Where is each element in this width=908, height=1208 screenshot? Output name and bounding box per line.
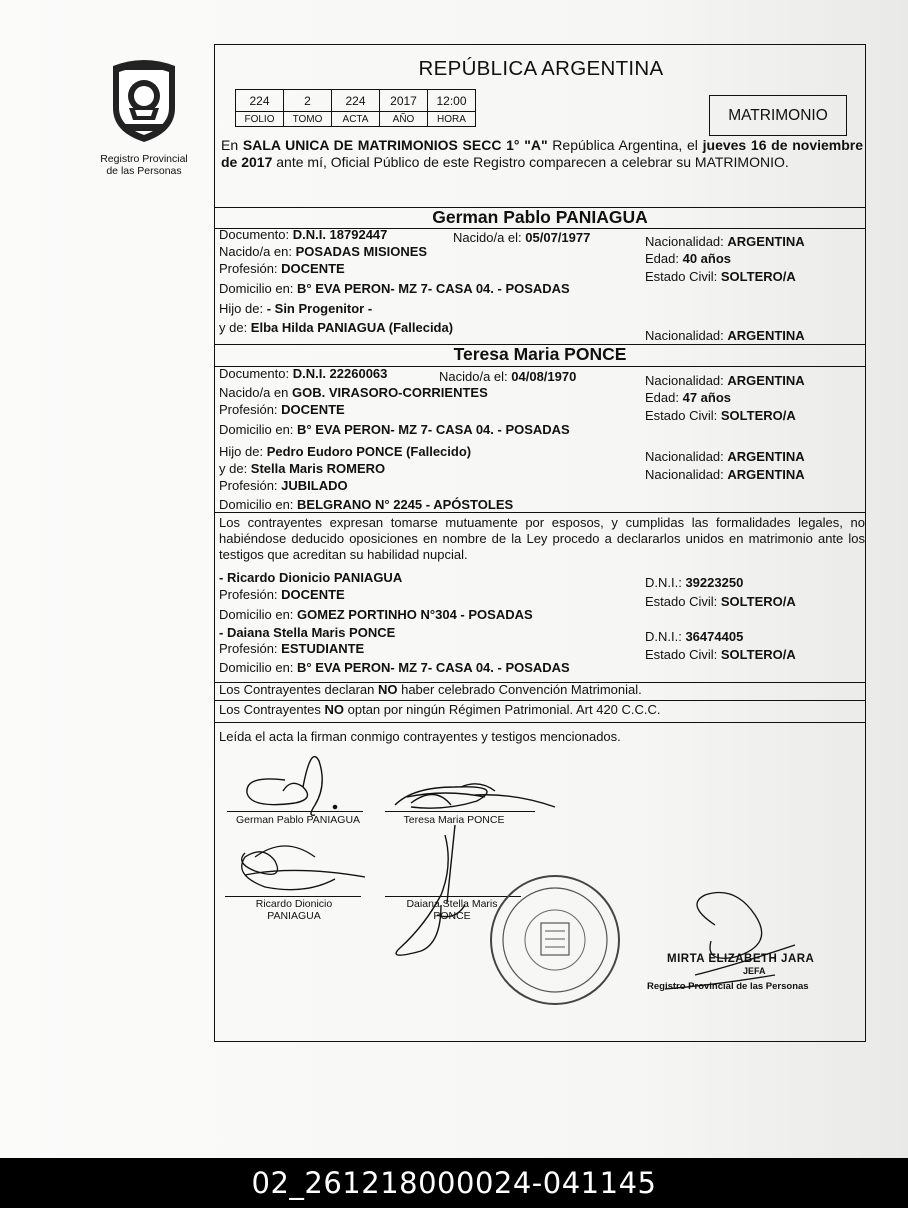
logo-caption-line2: de las Personas <box>106 165 182 177</box>
registry-table <box>235 89 476 127</box>
groom-birthplace: Nacido/a en: POSADAS MISIONES <box>219 244 428 259</box>
misiones-coat-of-arms-icon <box>105 58 183 144</box>
divider <box>215 700 865 701</box>
groom-name: German Pablo PANIAGUA <box>432 207 648 227</box>
witness1-name: - Ricardo Dionicio PANIAGUA <box>219 570 403 585</box>
bride-documento: Documento: D.N.I. 22260063 <box>219 366 388 381</box>
groom-profesion: Profesión: DOCENTE <box>219 261 345 276</box>
groom-edad: Edad: 40 años <box>645 251 732 266</box>
groom-estado-civil: Estado Civil: SOLTERO/A <box>645 269 796 284</box>
witness2-signature-name: Daiana Stella Maris PONCE <box>406 898 498 922</box>
witness1-profesion: Profesión: DOCENTE <box>219 587 345 602</box>
anio-label: AÑO <box>380 112 428 127</box>
bride-mother: y de: Stella Maris ROMERO <box>219 461 386 476</box>
acta-label: ACTA <box>332 112 380 127</box>
logo-caption-line1: Registro Provincial <box>100 153 188 165</box>
bride-signature-line <box>385 811 535 812</box>
groom-mother: y de: Elba Hilda PANIAGUA (Fallecida) <box>219 320 454 335</box>
official-organization: Registro Provincial de las Personas <box>647 981 809 992</box>
bride-signature-icon <box>395 784 555 808</box>
hora-value: 12:00 <box>428 90 476 112</box>
bride-birthdate: Nacido/a el: 04/08/1970 <box>439 369 577 384</box>
bride-signature-name: Teresa Maria PONCE <box>403 814 505 826</box>
witness2-signature-icon <box>396 825 465 955</box>
witness1-signature-line <box>225 896 361 897</box>
official-signature-icon <box>665 893 795 990</box>
ceremony-date: jueves 16 de noviembre de 2017 <box>221 137 864 170</box>
groom-nacionalidad: Nacionalidad: ARGENTINA <box>645 234 805 249</box>
anio-value: 2017 <box>380 90 428 112</box>
witness2-domicilio: Domicilio en: B° EVA PERON- MZ 7- CASA 04. - POSADAS <box>219 660 570 675</box>
witness2-dni: D.N.I.: 36474405 <box>645 629 744 644</box>
witness1-signature-name: Ricardo Dionicio PANIAGUA <box>255 898 333 922</box>
groom-signature-name: German Pablo PANIAGUA <box>235 814 361 826</box>
divider <box>215 722 865 723</box>
acta-value: 224 <box>332 90 380 112</box>
bride-mother-profesion: Profesión: JUBILADO <box>219 478 348 493</box>
closing-statement: Leída el acta la firman conmigo contrayentes y testigos mencionados. <box>219 729 621 744</box>
document-code-bar <box>0 1158 908 1208</box>
bride-name: Teresa Maria PONCE <box>453 344 627 364</box>
witness2-estado-civil: Estado Civil: SOLTERO/A <box>645 647 796 662</box>
tomo-label: TOMO <box>284 112 332 127</box>
convention-statement: Los Contrayentes declaran NO haber celebrado Convención Matrimonial. <box>219 682 642 697</box>
bride-mother-nacionalidad: Nacionalidad: ARGENTINA <box>645 467 805 482</box>
regime-statement: Los Contrayentes NO optan por ningún Régimen Patrimonial. Art 420 C.C.C. <box>219 702 661 717</box>
bride-birthplace: Nacido/a en GOB. VIRASORO-CORRIENTES <box>219 385 488 400</box>
official-name: MIRTA ELIZABETH JARA <box>667 953 815 965</box>
official-title: JEFA <box>743 966 766 976</box>
divider <box>215 512 865 513</box>
bride-domicilio: Domicilio en: B° EVA PERON- MZ 7- CASA 04. - POSADAS <box>219 422 570 437</box>
country-title: REPÚBLICA ARGENTINA <box>418 57 664 80</box>
groom-signature-line <box>227 811 363 812</box>
intro-paragraph: En SALA UNICA DE MATRIMONIOS SECC 1° "A" República Argentina, el jueves 16 de noviembre de 2017 ante mí, Oficial Público de este Registro comparecen a celebrar su MATRIMONIO. <box>221 137 864 170</box>
hora-label: HORA <box>428 112 476 127</box>
witness1-signature-icon <box>242 846 365 890</box>
office-name: SALA UNICA DE MATRIMONIOS SECC 1° "A" <box>242 137 548 153</box>
act-type-box: MATRIMONIO <box>709 95 847 136</box>
groom-birthdate: Nacido/a el: 05/07/1977 <box>453 230 591 245</box>
folio-label: FOLIO <box>236 112 284 127</box>
bride-profesion: Profesión: DOCENTE <box>219 402 345 417</box>
folio-value: 224 <box>236 90 284 112</box>
bride-father: Hijo de: Pedro Eudoro PONCE (Fallecido) <box>219 444 472 459</box>
bride-mother-domicilio: Domicilio en: BELGRANO N° 2245 - APÓSTOLES <box>219 497 514 512</box>
marriage-certificate <box>214 44 866 1042</box>
witness2-signature-line <box>385 896 521 897</box>
bride-father-nacionalidad: Nacionalidad: ARGENTINA <box>645 449 805 464</box>
witness1-domicilio: Domicilio en: GOMEZ PORTINHO N°304 - POSADAS <box>219 607 533 622</box>
groom-father: Hijo de: - Sin Progenitor - <box>219 301 373 316</box>
tomo-value: 2 <box>284 90 332 112</box>
province-logo <box>96 58 192 177</box>
witness2-name: - Daiana Stella Maris PONCE <box>219 625 396 640</box>
bride-estado-civil: Estado Civil: SOLTERO/A <box>645 408 796 423</box>
witness2-profesion: Profesión: ESTUDIANTE <box>219 641 365 656</box>
witness1-dni: D.N.I.: 39223250 <box>645 575 744 590</box>
groom-mother-nacionalidad: Nacionalidad: ARGENTINA <box>645 328 805 343</box>
groom-domicilio: Domicilio en: B° EVA PERON- MZ 7- CASA 04. - POSADAS <box>219 281 570 296</box>
declaration-paragraph: Los contrayentes expresan tomarse mutuamente por esposos, y cumplidas las formalidades legales, no habiéndose deducido oposiciones en nombre de la Ley procedo a declararlos unidos en matrimonio ante los testigos que acreditan su habilidad nupcial. <box>219 515 865 562</box>
groom-documento: Documento: D.N.I. 18792447 <box>219 227 388 242</box>
document-code: 02_261218000024-041145 <box>251 1166 657 1200</box>
bride-edad: Edad: 47 años <box>645 390 732 405</box>
witness1-estado-civil: Estado Civil: SOLTERO/A <box>645 594 796 609</box>
bride-nacionalidad: Nacionalidad: ARGENTINA <box>645 373 805 388</box>
groom-signature-icon <box>247 757 337 816</box>
